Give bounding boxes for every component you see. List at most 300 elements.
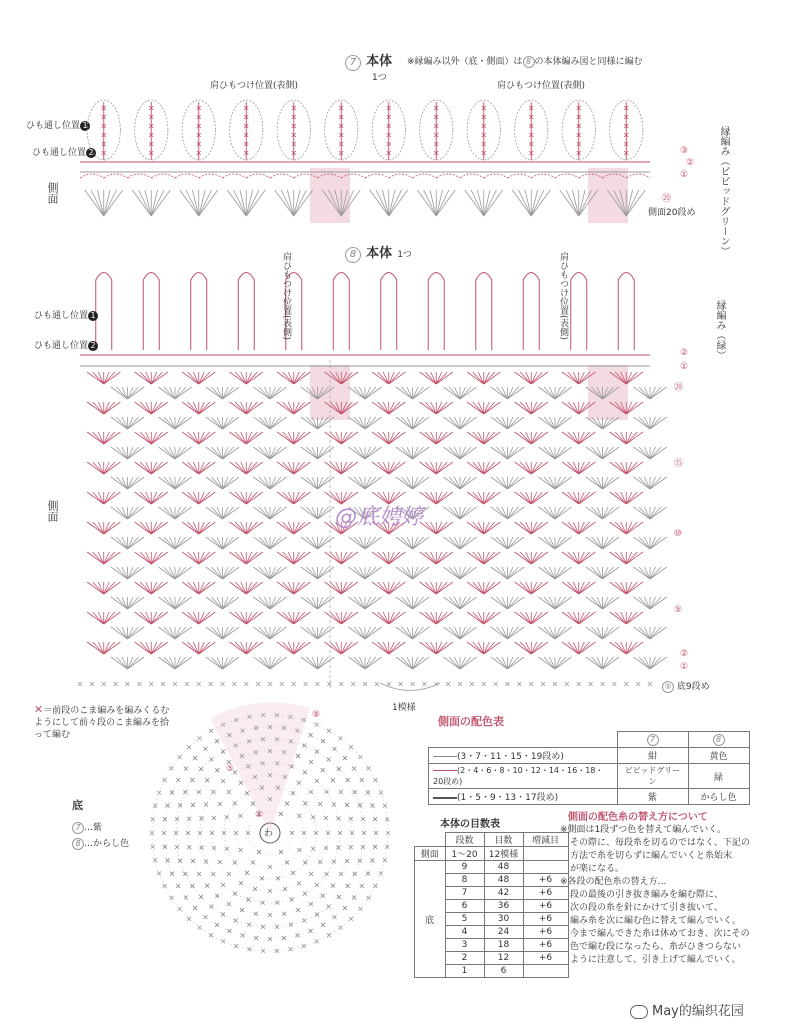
fan-stitch bbox=[104, 432, 115, 444]
sc-stitch bbox=[227, 902, 231, 906]
fan-stitch bbox=[449, 387, 460, 399]
fan-stitch bbox=[626, 522, 637, 534]
fan-stitch bbox=[639, 477, 650, 489]
chain-arc bbox=[365, 174, 389, 178]
fan-stitch bbox=[650, 417, 661, 429]
fan-stitch bbox=[473, 612, 484, 624]
fan-stitch bbox=[104, 190, 117, 216]
sc-stitch bbox=[211, 790, 215, 794]
fan-stitch bbox=[555, 627, 566, 639]
fan-stitch bbox=[544, 387, 555, 399]
fan-stitch bbox=[188, 462, 199, 474]
strap-loop bbox=[191, 273, 207, 351]
fan-stitch bbox=[188, 372, 199, 384]
chain-arc bbox=[270, 174, 294, 178]
fan-stitch bbox=[151, 522, 162, 534]
sc-stitch bbox=[337, 895, 341, 899]
sc-stitch bbox=[256, 682, 260, 686]
fan-stitch bbox=[211, 627, 222, 639]
fan-stitch bbox=[199, 642, 210, 654]
fan-stitch bbox=[401, 447, 412, 459]
sc-stitch bbox=[446, 682, 450, 686]
fan-stitch bbox=[531, 432, 542, 444]
fan-stitch bbox=[365, 387, 376, 399]
fan-stitch bbox=[175, 567, 186, 579]
sc-stitch bbox=[309, 929, 313, 933]
fan-stitch bbox=[401, 387, 412, 399]
fan-stitch bbox=[259, 447, 270, 459]
sc-stitch bbox=[303, 861, 307, 865]
fan-stitch bbox=[568, 612, 579, 624]
sc-stitch bbox=[345, 803, 349, 807]
fan-stitch bbox=[116, 507, 127, 519]
strap-loop bbox=[428, 273, 444, 351]
sc-stitch bbox=[302, 831, 306, 835]
sc-stitch bbox=[318, 860, 322, 864]
legend bbox=[34, 704, 174, 741]
fan-stitch bbox=[401, 627, 412, 639]
fan-stitch bbox=[508, 567, 519, 579]
fan-stitch bbox=[354, 447, 365, 459]
fan-stitch bbox=[294, 462, 305, 474]
strap-loop bbox=[333, 273, 349, 351]
sc-stitch bbox=[321, 894, 325, 898]
fan-stitch bbox=[555, 417, 566, 429]
fan-stitch bbox=[188, 432, 199, 444]
sc-stitch bbox=[253, 887, 257, 891]
fan-stitch bbox=[283, 522, 294, 534]
fan-stitch bbox=[223, 657, 234, 669]
sc-stitch bbox=[338, 831, 342, 835]
sc-stitch bbox=[336, 846, 340, 850]
fan-stitch bbox=[378, 462, 389, 474]
sc-stitch bbox=[204, 803, 208, 807]
sc-stitch bbox=[309, 872, 313, 876]
fan-stitch bbox=[318, 627, 329, 639]
sc-stitch bbox=[327, 904, 331, 908]
fan-stitch bbox=[496, 567, 507, 579]
fan-stitch bbox=[389, 402, 400, 414]
sc-stitch bbox=[184, 766, 188, 770]
fan-stitch bbox=[128, 627, 139, 639]
bottom-row5: ⑤ bbox=[226, 764, 235, 774]
sc-stitch bbox=[245, 791, 249, 795]
fan-stitch bbox=[294, 642, 305, 654]
fan-stitch bbox=[259, 597, 270, 609]
fan-stitch bbox=[650, 387, 661, 399]
fan-stitch bbox=[199, 492, 210, 504]
sc-stitch bbox=[353, 790, 357, 794]
sc-stitch bbox=[184, 896, 188, 900]
sc-stitch bbox=[244, 682, 248, 686]
fan-stitch bbox=[460, 627, 471, 639]
color-table-header: 7 8 bbox=[429, 732, 750, 748]
fan-stitch bbox=[164, 387, 175, 399]
fan-stitch bbox=[555, 507, 566, 519]
sc-stitch bbox=[187, 917, 191, 921]
fan-stitch bbox=[128, 567, 139, 579]
fan-stitch bbox=[151, 492, 162, 504]
fan-stitch bbox=[116, 477, 127, 489]
fan-stitch bbox=[211, 537, 222, 549]
sc-stitch bbox=[375, 682, 379, 686]
sc-stitch bbox=[215, 923, 219, 927]
fan-stitch bbox=[531, 582, 542, 594]
table-row: 4 24 +6 bbox=[415, 926, 569, 939]
fan-stitch bbox=[436, 522, 447, 534]
fan-stitch bbox=[354, 627, 365, 639]
fan-stitch bbox=[104, 522, 115, 534]
fan-stitch bbox=[401, 477, 412, 489]
shade-area bbox=[310, 168, 350, 223]
sc-stitch bbox=[366, 872, 370, 876]
sc-stitch bbox=[190, 778, 194, 782]
sc-stitch bbox=[296, 754, 300, 758]
fan-stitch bbox=[484, 402, 495, 414]
fan-stitch bbox=[473, 552, 484, 564]
diagram7-edge-label: 縁編み（ビビッドグリーン） bbox=[718, 126, 729, 256]
chain-arc bbox=[508, 174, 532, 178]
sc-stitch bbox=[221, 779, 225, 783]
bottom-item8: 8 …からし色 bbox=[72, 836, 129, 850]
fan-stitch bbox=[140, 582, 151, 594]
sc-stitch bbox=[197, 872, 201, 876]
sc-stitch bbox=[114, 682, 118, 686]
fan-stitch bbox=[104, 612, 115, 624]
fan-stitch bbox=[591, 597, 602, 609]
sc-stitch bbox=[209, 933, 213, 937]
fan-stitch bbox=[496, 537, 507, 549]
fan-stitch bbox=[151, 372, 162, 384]
strap-loop bbox=[523, 273, 539, 351]
fan-stitch bbox=[365, 477, 376, 489]
sc-stitch bbox=[360, 778, 364, 782]
fan-stitch bbox=[199, 582, 210, 594]
fan-stitch bbox=[270, 627, 281, 639]
bottom-title: 底 bbox=[72, 799, 83, 812]
sc-stitch bbox=[170, 790, 174, 794]
fan-stitch bbox=[591, 627, 602, 639]
fan-stitch bbox=[175, 447, 186, 459]
fan-stitch bbox=[401, 537, 412, 549]
fan-stitch bbox=[460, 477, 471, 489]
sc-stitch bbox=[292, 682, 296, 686]
fan-stitch bbox=[104, 642, 115, 654]
fan-stitch bbox=[294, 552, 305, 564]
table-row: 7 42 +6 bbox=[415, 887, 569, 900]
fan-stitch bbox=[164, 567, 175, 579]
fan-stitch bbox=[424, 190, 437, 216]
fan-stitch bbox=[128, 477, 139, 489]
fan-stitch bbox=[116, 537, 127, 549]
sc-stitch bbox=[349, 745, 353, 749]
fan-stitch bbox=[484, 190, 497, 216]
sc-stitch bbox=[352, 896, 356, 900]
sc-stitch bbox=[187, 745, 191, 749]
color-table-row: (2・4・6・8・10・12・14・16・18・20段め) ビビッドグリーン 緑 bbox=[429, 764, 750, 789]
sc-stitch bbox=[221, 883, 225, 887]
fan-stitch bbox=[413, 417, 424, 429]
stitch-table-title: 本体の目数表 bbox=[440, 819, 500, 830]
fan-stitch bbox=[579, 462, 590, 474]
fan-stitch bbox=[128, 537, 139, 549]
fan-stitch bbox=[104, 552, 115, 564]
fan-stitch bbox=[555, 387, 566, 399]
fan-stitch bbox=[413, 627, 424, 639]
fan-stitch bbox=[235, 372, 246, 384]
fan-stitch bbox=[151, 190, 164, 216]
sc-stitch bbox=[197, 682, 201, 686]
diagram7-row2: ② bbox=[686, 158, 695, 168]
fan-stitch bbox=[603, 567, 614, 579]
strap-loop bbox=[238, 273, 254, 351]
fan-stitch bbox=[484, 642, 495, 654]
sc-stitch bbox=[178, 907, 182, 911]
sc-stitch bbox=[291, 871, 295, 875]
fan-stitch bbox=[246, 402, 257, 414]
diagram8-count: 1つ bbox=[397, 250, 412, 260]
fan-stitch bbox=[508, 627, 519, 639]
fan-stitch bbox=[555, 597, 566, 609]
fan-stitch bbox=[568, 522, 579, 534]
fan-stitch bbox=[378, 642, 389, 654]
fan-stitch bbox=[140, 432, 151, 444]
fan-stitch bbox=[544, 447, 555, 459]
sc-stitch bbox=[280, 682, 284, 686]
diagram8-row-2: ② bbox=[680, 649, 689, 659]
chain-arc bbox=[460, 174, 484, 178]
fan-stitch bbox=[151, 612, 162, 624]
fan-stitch bbox=[615, 462, 626, 474]
sc-stitch bbox=[565, 682, 569, 686]
fan-stitch bbox=[378, 432, 389, 444]
sc-stitch bbox=[636, 682, 640, 686]
fan-stitch bbox=[211, 447, 222, 459]
fan-stitch bbox=[639, 447, 650, 459]
sc-stitch bbox=[209, 758, 213, 762]
sc-stitch bbox=[346, 778, 350, 782]
sc-stitch bbox=[303, 892, 307, 896]
fan-stitch bbox=[473, 582, 484, 594]
fan-stitch bbox=[93, 402, 104, 414]
sc-stitch bbox=[245, 871, 249, 875]
fan-stitch bbox=[235, 462, 246, 474]
fan-stitch bbox=[473, 432, 484, 444]
fan-stitch bbox=[531, 522, 542, 534]
sc-stitch bbox=[422, 682, 426, 686]
diagram7-side-rows: 側面20段め bbox=[648, 208, 696, 218]
fan-stitch bbox=[579, 612, 590, 624]
fan-stitch bbox=[508, 417, 519, 429]
fan-stitch bbox=[401, 417, 412, 429]
sc-stitch bbox=[234, 944, 238, 948]
table-row: 5 30 +6 bbox=[415, 913, 569, 926]
sc-stitch bbox=[336, 816, 340, 820]
diagram7-row1: ① bbox=[680, 170, 689, 180]
fan-stitch bbox=[235, 492, 246, 504]
sc-stitch bbox=[343, 906, 347, 910]
table-row: 6 36 +6 bbox=[415, 900, 569, 913]
sc-stitch bbox=[318, 802, 322, 806]
fan-stitch bbox=[139, 190, 152, 216]
sc-stitch bbox=[383, 858, 387, 862]
sc-stitch bbox=[246, 831, 250, 835]
fan-stitch bbox=[199, 552, 210, 564]
fan-stitch bbox=[365, 627, 376, 639]
sc-stitch bbox=[358, 755, 362, 759]
sc-stitch bbox=[198, 926, 202, 930]
line-swatch bbox=[433, 756, 457, 757]
fan-stitch bbox=[270, 567, 281, 579]
sc-stitch bbox=[193, 906, 197, 910]
fan-stitch bbox=[270, 387, 281, 399]
sc-stitch bbox=[297, 814, 301, 818]
diagram7-row3: ③ bbox=[680, 146, 689, 156]
sc-stitch bbox=[173, 682, 177, 686]
fan-stitch bbox=[259, 417, 270, 429]
sc-stitch bbox=[233, 801, 237, 805]
fan-stitch bbox=[330, 612, 341, 624]
fan-stitch bbox=[259, 567, 270, 579]
fan-stitch bbox=[615, 522, 626, 534]
fan-stitch bbox=[603, 627, 614, 639]
sc-stitch bbox=[295, 933, 299, 937]
line-swatch bbox=[433, 770, 457, 771]
sc-stitch bbox=[366, 790, 370, 794]
fan-stitch bbox=[413, 657, 424, 669]
fan-stitch bbox=[425, 522, 436, 534]
fan-stitch bbox=[650, 477, 661, 489]
fan-stitch bbox=[164, 477, 175, 489]
fan-stitch bbox=[579, 432, 590, 444]
sc-stitch bbox=[290, 898, 294, 902]
sc-stitch bbox=[153, 804, 157, 808]
fan-stitch bbox=[175, 387, 186, 399]
fan-stitch bbox=[555, 537, 566, 549]
fan-stitch bbox=[306, 447, 317, 459]
sc-stitch bbox=[215, 894, 219, 898]
fan-stitch bbox=[626, 190, 639, 216]
sc-stitch bbox=[327, 729, 331, 733]
fan-stitch bbox=[639, 597, 650, 609]
fan-stitch bbox=[188, 492, 199, 504]
fan-stitch bbox=[520, 462, 531, 474]
fan-stitch bbox=[531, 492, 542, 504]
fan-stitch bbox=[639, 387, 650, 399]
fan-stitch bbox=[591, 657, 602, 669]
sc-stitch bbox=[315, 912, 319, 916]
fan-stitch bbox=[401, 597, 412, 609]
diagram7-cord2: ひも通し位置 2 bbox=[32, 145, 96, 158]
fan-stitch bbox=[294, 402, 305, 414]
fan-stitch bbox=[259, 387, 270, 399]
fan-stitch bbox=[603, 657, 614, 669]
sc-stitch bbox=[163, 884, 167, 888]
sc-stitch bbox=[215, 768, 219, 772]
sc-stitch bbox=[239, 814, 243, 818]
sc-stitch bbox=[90, 682, 94, 686]
fan-stitch bbox=[508, 387, 519, 399]
diagram8-cord1: ひも通し位置 1 bbox=[34, 308, 98, 321]
table-row: 8 48 +6 bbox=[415, 874, 569, 887]
sc-stitch bbox=[157, 791, 161, 795]
sc-stitch bbox=[601, 682, 605, 686]
sc-stitch bbox=[178, 859, 182, 863]
sc-stitch bbox=[612, 682, 616, 686]
sc-stitch bbox=[529, 682, 533, 686]
fan-stitch bbox=[223, 597, 234, 609]
fan-stitch bbox=[531, 402, 542, 414]
sc-stitch bbox=[589, 682, 593, 686]
fan-stitch bbox=[650, 507, 661, 519]
chain-arc bbox=[151, 174, 175, 178]
sc-stitch bbox=[379, 791, 383, 795]
fan-stitch bbox=[413, 387, 424, 399]
fan-stitch bbox=[140, 462, 151, 474]
fan-stitch bbox=[116, 417, 127, 429]
sc-stitch bbox=[386, 831, 390, 835]
fan-stitch bbox=[140, 522, 151, 534]
sc-stitch bbox=[352, 766, 356, 770]
sc-stitch bbox=[282, 936, 286, 940]
sc-stitch bbox=[358, 859, 362, 863]
fan-stitch bbox=[508, 447, 519, 459]
fan-stitch bbox=[389, 462, 400, 474]
fan-stitch bbox=[128, 387, 139, 399]
sc-stitch bbox=[261, 925, 265, 929]
sc-stitch bbox=[276, 876, 280, 880]
sc-stitch bbox=[291, 791, 295, 795]
fan-stitch bbox=[425, 582, 436, 594]
fan-stitch bbox=[460, 537, 471, 549]
fan-stitch bbox=[330, 552, 341, 564]
fan-stitch bbox=[235, 432, 246, 444]
fan-stitch bbox=[199, 522, 210, 534]
sc-stitch bbox=[257, 850, 261, 854]
sc-stitch bbox=[246, 898, 250, 902]
chain-arc bbox=[223, 174, 247, 178]
fan-stitch bbox=[341, 582, 352, 594]
fan-stitch bbox=[211, 507, 222, 519]
sc-stitch bbox=[151, 845, 155, 849]
fan-stitch bbox=[294, 522, 305, 534]
fan-stitch bbox=[318, 477, 329, 489]
sc-stitch bbox=[227, 872, 231, 876]
chain-arc bbox=[199, 174, 223, 178]
fan-stitch bbox=[484, 492, 495, 504]
sc-stitch bbox=[221, 939, 225, 943]
fan-stitch bbox=[116, 597, 127, 609]
fan-stitch bbox=[128, 417, 139, 429]
fan-stitch bbox=[544, 537, 555, 549]
fan-stitch bbox=[365, 537, 376, 549]
color-table bbox=[428, 731, 750, 805]
sc-stitch bbox=[232, 682, 236, 686]
sc-stitch bbox=[311, 847, 315, 851]
fan-stitch bbox=[484, 582, 495, 594]
fan-stitch bbox=[164, 597, 175, 609]
wechat-icon bbox=[630, 1005, 648, 1019]
fan-stitch bbox=[151, 402, 162, 414]
sc-stitch bbox=[187, 817, 191, 821]
fan-stitch bbox=[235, 522, 246, 534]
sc-stitch bbox=[221, 750, 225, 754]
chain-arc bbox=[484, 174, 508, 178]
fan-stitch bbox=[211, 477, 222, 489]
fan-stitch bbox=[579, 642, 590, 654]
sc-stitch bbox=[332, 803, 336, 807]
fan-stitch bbox=[354, 477, 365, 489]
